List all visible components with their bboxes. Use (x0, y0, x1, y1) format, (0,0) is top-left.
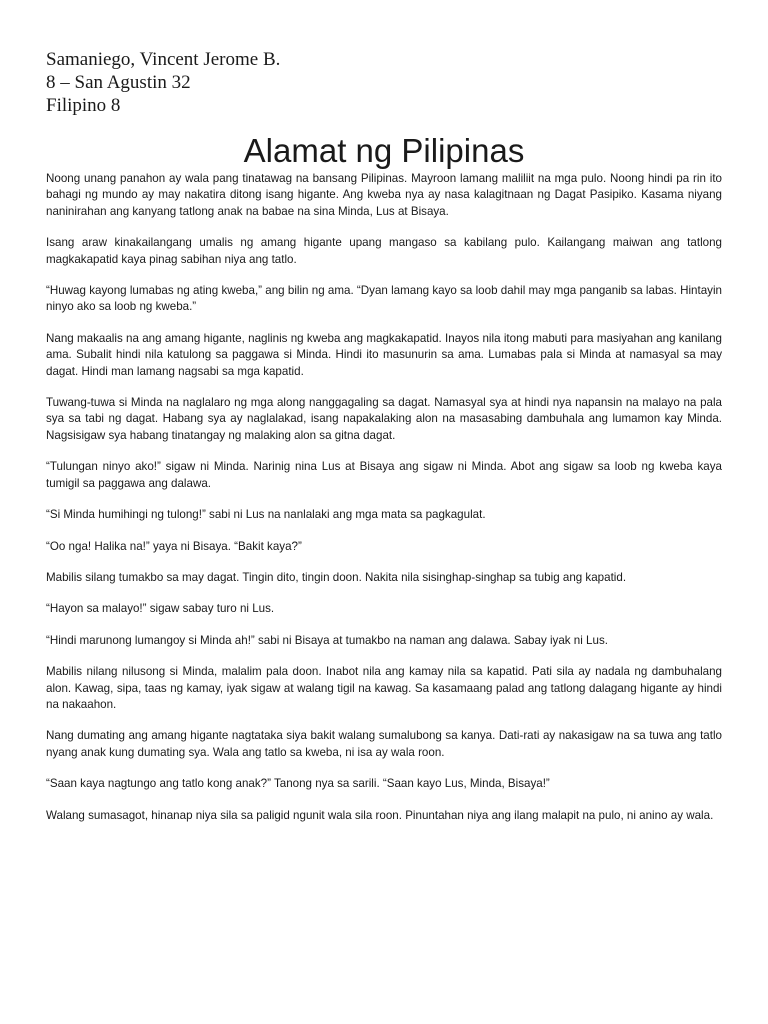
paragraph: Nang dumating ang amang higante nagtataka siya bakit walang sumalubong sa kanya. Dati-rati ay nakasigaw na sa tuwa ang tatlo nyang anak kung dumating sya. Wala ang tatlo sa kweba, ni isa ay wala roon. (46, 729, 722, 759)
student-name: Samaniego, Vincent Jerome B. (46, 49, 281, 70)
paragraph: “Huwag kayong lumabas ng ating kweba,” ang bilin ng ama. “Dyan lamang kayo sa loob dahil may mga panganib sa labas. Hintayin ninyo ako sa loob ng kweba.” (46, 284, 722, 314)
paragraph: “Oo nga! Halika na!” yaya ni Bisaya. “Bakit kaya?” (46, 539, 302, 553)
paragraph: “Hayon sa malayo!” sigaw sabay turo ni Lus. (46, 602, 275, 616)
paragraph: Noong unang panahon ay wala pang tinatawag na bansang Pilipinas. Mayroon lamang maliliit na mga pulo. Noong hindi pa rin ito bahagi ng mundo ay may nakatira ditong isang higante. Ang kweba nya ay nasa kalagitnaan ng Dagat Pasipiko. Kasama niyang naninirahan ang kanyang tatlong anak na babae na sina Minda, Lus at Bisaya. (46, 172, 722, 218)
paragraph: Walang sumasagot, hinanap niya sila sa paligid ngunit wala sila roon. Pinuntahan niya ang ilang malapit na pulo, ni anino ay wala. (46, 808, 714, 822)
story-body (46, 171, 722, 824)
subject-name: Filipino 8 (46, 95, 121, 116)
paragraph: Nang makaalis na ang amang higante, naglinis ng kweba ang magkakapatid. Inayos nila itong mabuti para masiyahan ang kanilang ama. Subalit hindi nila katulong sa paggawa si Minda. Hindi ito masunurin sa ama. Lumabas pala si Minda at namasyal sa may dagat. Hindi man lamang nagsabi sa mga kapatid. (46, 331, 722, 378)
paragraph: Mabilis nilang nilusong si Minda, malalim pala doon. Inabot nila ang kamay nila sa kapatid. Pati sila ay nadala ng dambuhalang alon. Kawag, sipa, taas ng kamay, iyak sigaw at walang tigil na kawag. Sa kasamaang palad ang tatlong dalagang higante ay hindi na nakaahon. (46, 665, 722, 711)
student-header (46, 48, 722, 117)
student-section: 8 – San Agustin 32 (46, 72, 191, 93)
document-title: Alamat ng Pilipinas (243, 132, 525, 169)
paragraph: “Tulungan ninyo ako!” sigaw ni Minda. Narinig nina Lus at Bisaya ang sigaw ni Minda. Abot ang sigaw sa loob ng kweba kaya tumigil sa paggawa ang dalawa. (46, 460, 722, 490)
paragraph: “Saan kaya nagtungo ang tatlo kong anak?” Tanong nya sa sarili. “Saan kayo Lus, Minda, Bisaya!” (46, 777, 550, 791)
paragraph: “Si Minda humihingi ng tulong!” sabi ni Lus na nanlalaki ang mga mata sa pagkagulat. (46, 508, 486, 522)
paragraph: Mabilis silang tumakbo sa may dagat. Tingin dito, tingin doon. Nakita nila sisinghap-singhap sa tubig ang kapatid. (46, 570, 627, 584)
paragraph: “Hindi marunong lumangoy si Minda ah!” sabi ni Bisaya at tumakbo na naman ang dalawa. Sabay iyak ni Lus. (46, 633, 608, 647)
paragraph: Isang araw kinakailangang umalis ng amang higante upang mangaso sa kabilang pulo. Kailangang maiwan ang tatlong magkakapatid kaya pinag sabihan niya ang tatlo. (46, 236, 722, 266)
paragraph: Tuwang-tuwa si Minda na naglalaro ng mga along nanggagaling sa dagat. Namasyal sya at hindi nya napansin na malayo na pala sya sa tabi ng dagat. Habang sya ay naglalakad, isang napakalaking alon na masasabing dambuhala ang lumamon kay Minda. Nagsisigaw sya habang tinatangay ng malaking alon sa gitna dagat. (46, 396, 722, 442)
